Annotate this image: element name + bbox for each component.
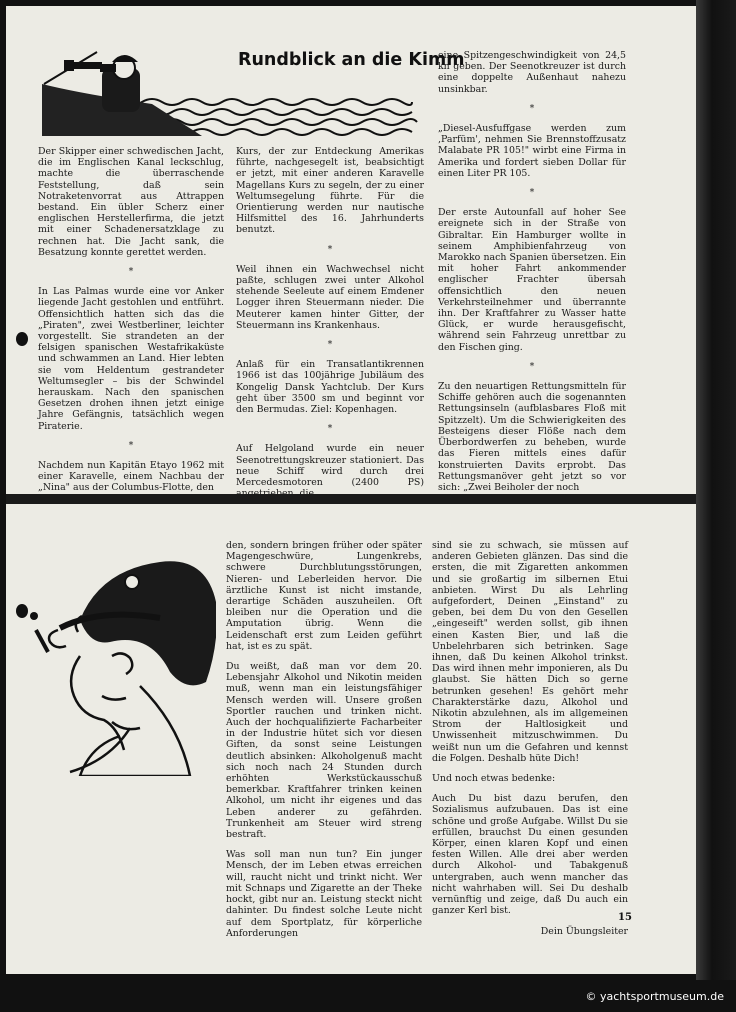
column-4: [226, 540, 422, 948]
separator-star: *: [327, 244, 333, 255]
paragraph: Anlaß für ein Transatlantikrennen 1966 ist das 100jährige Jubiläum des Kongelig Dansk Yachtclub. Der Kurs geht über 3500 sm und beginnt vor den Bermudas. Ziel: Kopenhagen.: [236, 359, 424, 416]
paragraph: Du weißt, daß man vor dem 20. Lebensjahr Alkohol und Nikotin meiden muß, wenn man ein leistungsfähiger Mensch werden will. Unsere großen Sportler rauchen und trinken nicht. Auch der hochqualifizierte Facharbeiter in der Industrie hütet sich vor diesen Giften, da sonst seine Leistungen deutlich absinken: Alkoholgenuß macht sich noch nach 24 Stunden durch erhöhten Werkstückausschuß bemerkbar. Kraftfahrer trinken keinen Alkohol, um nicht ihr eigenes und das Leben anderer zu gefährden. Trunkenheit am Steuer wird streng bestraft.: [226, 661, 422, 841]
magazine-page: [6, 6, 696, 974]
book-spine: [696, 0, 736, 980]
copyright-credit: © yachtsportmuseum.de: [585, 990, 724, 1003]
paragraph: Auf Helgoland wurde ein neuer Seenotrettungskreuzer stationiert. Das neue Schiff wird durch drei Mercedesmotoren (2400 PS): [236, 443, 424, 489]
paragraph: Auch Du bist dazu berufen, den Sozialismus aufzubauen. Das ist eine schöne und große Aufgabe. Willst Du sie erfüllen, brauchst Du einen gesunden Körper, einen klaren Kopf und einen festen Willen. Alle drei aber werden durch Alkohol- und Tabakgenuß untergraben, auch wenn mancher das nicht wahrhaben will. Sei Du deshalb vernünftig und zeige, daß Du auch ein ganzer Kerl bist.: [432, 793, 628, 917]
separator-star: *: [327, 424, 333, 435]
column-5: [432, 540, 628, 937]
paragraph: sind sie zu schwach, sie müssen auf anderen Gebieten glänzen. Das sind die ersten, die mit Zigaretten ankommen und sie großartig im silbernen Etui anbieten. Wirst Du als Lehrling aufgefordert, Deinen „Einstand" zu geben, bei dem Du von den Gesellen „eingeseift" werden sollst, gib ihnen einen Kasten Bier, und laß die Unbelehrbaren sich betrinken. Sage ihnen, daß Du keinen Alkohol trinkst. Das wird ihnen mehr imponieren, als Du glaubst. Sie hätten Dich so gerne betrunken gesehen! Es gehört mehr Charakterstärke dazu, Alkohol und Nikotin abzulehnen, als im allgemeinen Strom der Haltlosigkeit und Unwissenheit mitzuschwimmen. Du weißt nun um die Gefahren und kennst die Folgen. Deshalb hüte Dich!: [432, 540, 628, 764]
column-1: [38, 146, 224, 503]
paragraph: Nachdem nun Kapitän Etayo 1962 mit einer Karavelle, einem Nachbau der „Nina" aus der Columbus-Flotte, den: [38, 460, 224, 494]
paragraph: Der erste Autounfall auf hoher See ereignete sich in der Straße von Gibraltar. Ein Hamburger wollte in seinem Amphibienfahrzeug von Marokko nach Spanien übersetzen. Ein mit hoher Fahrt ankommender englischer Frachter übersah offensichtlich den neuen Verkehrsteilnehmer und überrannte ihn. Der Kraftfahrer zu Wasser hatte Glück, er wurde herausgefischt, während sein Fahrzeug unrettbar zu den Fischen ging.: [438, 207, 626, 353]
article-headline: Rundblick an die Kimm: [238, 50, 465, 70]
separator-star: *: [529, 103, 535, 114]
paragraph: Was soll man nun tun? Ein junger Mensch, der im Leben etwas erreichen will, raucht nicht und trinkt nicht. Wer mit Schnaps und Zigarette an der Theke hockt, gibt nur an. Leistung steckt nicht dahinter. Du findest solche Leute nicht auf dem Sportplatz, für körperliche Anforderungen: [226, 849, 422, 939]
page-number: 15: [618, 912, 632, 923]
column-3: [438, 50, 626, 502]
paragraph: In Las Palmas wurde eine vor Anker liegende Jacht gestohlen und entführt. Offensichtlich hatten sich das die „Piraten", zwei Westberliner, leichter vorgestellt. Sie strandeten an der felsigen spanischen Westafrikaküste und schwammen an Land. Hier lebten sie vom Heldentum gestrandeter Weltumsegler – bis der Schwindel herauskam. Nach den spanischen Gesetzen drohen ihnen jetzt einige Jahre Gefängnis, tatsächlich wegen Piraterie.: [38, 286, 224, 432]
separator-star: *: [529, 188, 535, 199]
paragraph: Kurs, der zur Entdeckung Amerikas führte, nachgesegelt ist, beabsichtigt er jetzt, mit einer anderen Karavelle Magellans Kurs zu segeln, der zu einer Weltumsegelung führte. Für die Orientierung werden nur nautische Hilfsmittel des 16. Jahrhunderts benutzt.: [236, 146, 424, 236]
smoking-sailor-illustration: [20, 546, 216, 776]
paragraph: eine Spitzengeschwindigkeit von 24,5 kn geben. Der Seenotkreuzer ist durch eine doppelte Außenhaut nahezu unsinkbar.: [438, 50, 626, 95]
paragraph: „Diesel-Ausfuffgase werden zum ‚Parfüm', nehmen Sie Brennstoffzusatz Malabate PR 105!" wirbt eine Firma in Amerika und fordert sieben Dollar für einen Liter PR 105.: [438, 123, 626, 179]
binder-hole: [16, 332, 28, 346]
paragraph: Der Skipper einer schwedischen Jacht, die im Englischen Kanal leckschlug, machte die überraschende Feststellung, daß sein Notraketenvorrat aus Attrappen bestand. Ein übler Scherz einer englischen Herstellerfirma, die jetzt mit einer Schadenersatzklage zu rechnen hat. Die Jacht sank, die Besatzung konnte gerettet werden.: [38, 146, 224, 258]
separator-star: *: [128, 440, 134, 451]
paragraph: Zu den neuartigen Rettungsmitteln für Schiffe gehören auch die sogenannten Rettungsinseln (aufblasbares Floß mit Spitzzelt). Um die Schwierigkeiten des Besteigens dieser Flöße nach dem Überbordwerfen zu beheben, wurde das Fieren mittels eines dafür konstruierten Davits erprobt. Das Rettungsmanöver geht jetzt so vor sich: „Zwei Beiholer der noch: [438, 381, 626, 493]
separator-star: *: [529, 361, 535, 372]
paragraph: Und noch etwas bedenke:: [432, 773, 556, 785]
signature: Dein Übungsleiter: [540, 925, 628, 937]
separator-star: *: [327, 340, 333, 351]
page-divider: [6, 494, 696, 504]
paragraph: Weil ihnen ein Wachwechsel nicht paßte, schlugen zwei unter Alkohol stehende Seeleute auf einem Emdener Logger ihren Steuermann nieder. Die Meuterer kamen hinter Gitter, der Steuermann ins Krankenhaus.: [236, 263, 424, 331]
separator-star: *: [128, 267, 134, 278]
paragraph: den, sondern bringen früher oder später Magengeschwüre, Lungenkrebs, schwere Durchblutungsstörungen, Nieren- und Leberleiden hervor. Die ärztliche Kunst ist nicht imstande, derartige Schäden auszuheilen. Oft bleiben nur die Operation und die Amputation übrig. Wenn die Leidenschaft erst zum Leiden geführt hat, ist es zu spät.: [226, 540, 422, 652]
column-2: [236, 146, 424, 508]
